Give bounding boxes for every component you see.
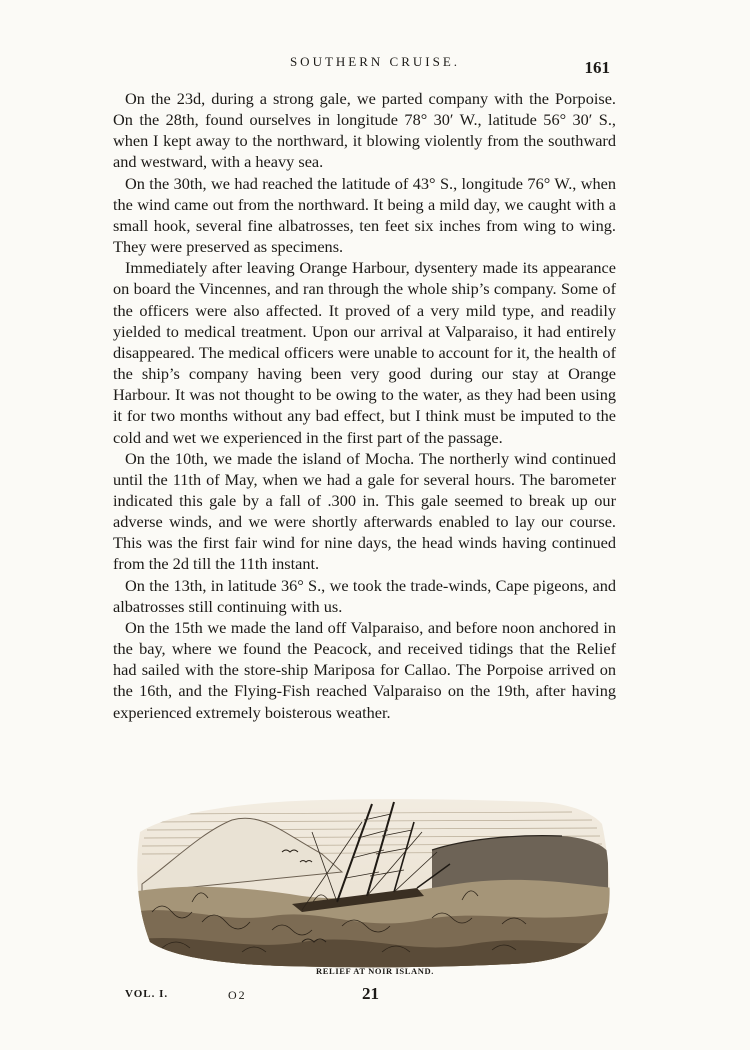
paragraph: On the 15th we made the land off Valparaiso, and before noon anchored in the bay, where we found the Peacock, and received tidings that the Relief had sailed with the store-ship Mariposa for Callao. The Porpoise arrived on the 16th, and the Flying-Fish reached Valparaiso on the 19th, after having experienced extremely boisterous weather. [113, 617, 616, 722]
signature-number: 21 [362, 984, 379, 1003]
paragraph: Immediately after leaving Orange Harbour, dysentery made its appearance on board the Vincennes, and ran through the whole ship’s company. Some of the officers were also affected. It proved of a very mild type, and readily yielded to medical treatment. Upon our arrival at Valparaiso, it had entirely disappeared. The medical officers were unable to account for it, the health of the ship’s company having been very good during our stay at Orange Harbour. It was not thought to be owing to the water, as they had been using it for two months without any bad effect, but I think must be imputed to the cold and wet we experienced in the first part of the passage. [113, 258, 616, 447]
signature-mark: O2 [228, 988, 247, 1002]
body-text [113, 88, 616, 723]
volume-label: VOL. I. [125, 988, 169, 1000]
ship-engraving [132, 792, 614, 972]
paragraph: On the 30th, we had reached the latitude of 43° S., longitude 76° W., when the wind came out from the northward. It being a mild day, we caught with a small hook, several fine albatrosses, ten feet six inches from wing to wing. They were preserved as specimens. [113, 173, 616, 257]
page-number: 161 [584, 58, 610, 77]
illustration-caption: RELIEF AT NOIR ISLAND. [316, 966, 434, 976]
page-footer [0, 984, 750, 1008]
paragraph: On the 13th, in latitude 36° S., we took the trade-winds, Cape pigeons, and albatrosses still continuing with us. [113, 575, 616, 616]
paragraph: On the 10th, we made the island of Mocha. The northerly wind continued until the 11th of May, when we had a gale for several hours. The barometer indicated this gale by a fall of .300 in. This gale seemed to break up our adverse winds, and we were shortly afterwards enabled to lay our course. This was the first fair wind for nine days, the head winds having continued from the 2d till the 11th instant. [113, 448, 616, 574]
paragraph: On the 23d, during a strong gale, we parted company with the Porpoise. On the 28th, found ourselves in longitude 78° 30′ W., latitude 56° 30′ S., when I kept away to the northward, it blowing violently from the southward and westward, with a heavy sea. [113, 89, 616, 172]
running-title: SOUTHERN CRUISE. [289, 54, 461, 69]
